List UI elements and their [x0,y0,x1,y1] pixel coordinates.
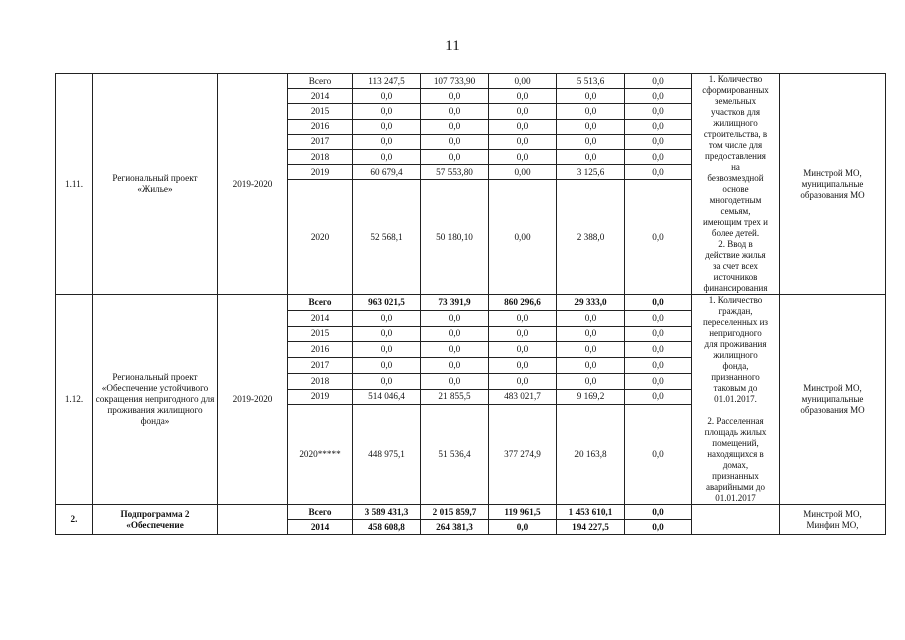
value-cell: 0,0 [625,326,692,342]
section-period: 2019-2020 [218,74,288,295]
text-line: строительства, в [703,129,768,139]
total-cell: 52 568,1 [353,180,421,295]
year-cell: Всего [288,74,353,89]
text-line: 1. Количество [708,295,763,305]
page-number: 11 [445,38,460,54]
text-line [694,405,777,416]
value-cell: 20 163,8 [557,405,625,505]
value-cell: 0,0 [489,150,557,165]
year-cell: 2018 [288,150,353,165]
text-line: признанных [712,471,759,481]
value-cell: 0,0 [489,520,557,535]
indicator-text [692,74,780,295]
table-row [56,74,886,89]
value-cell: 0,0 [489,373,557,389]
year-cell: 2015 [288,326,353,342]
value-cell: 50 180,10 [421,180,489,295]
total-cell: 0,0 [353,119,421,134]
value-cell: 0,0 [421,342,489,358]
text-line: семьям, [720,206,751,216]
value-cell: 0,0 [557,134,625,149]
executor-text [780,505,886,535]
value-cell: 0,0 [557,89,625,104]
text-line: Минстрой МО, [803,508,862,519]
text-line: 2. Расселенная [707,416,764,426]
total-cell: 0,0 [353,134,421,149]
year-cell: Всего [288,295,353,311]
value-cell: 0,0 [421,119,489,134]
section-period: 2019-2020 [218,295,288,505]
value-cell: 0,0 [421,134,489,149]
value-cell: 1 453 610,1 [557,505,625,520]
year-cell: 2017 [288,134,353,149]
value-cell: 21 855,5 [421,389,489,405]
text-line: жилищного [713,350,758,360]
value-cell: 107 733,90 [421,74,489,89]
value-cell: 0,0 [625,342,692,358]
text-line: переселенных из [703,317,768,327]
text-line: Подпрограмма 2 [120,508,190,519]
text-line: 01.01.2017. [714,394,757,404]
value-cell: 0,0 [421,150,489,165]
value-cell: 0,0 [489,358,557,374]
year-cell: 2019 [288,389,353,405]
section-number: 1.12. [56,295,93,505]
section-number: 1.11. [56,74,93,295]
value-cell: 0,0 [625,134,692,149]
text-line: источников [713,272,758,282]
value-cell: 0,0 [421,358,489,374]
value-cell: 0,0 [557,104,625,119]
value-cell: 9 169,2 [557,389,625,405]
value-cell: 0,00 [489,165,557,180]
value-cell: 0,0 [557,326,625,342]
total-cell: 60 679,4 [353,165,421,180]
year-cell: 2020***** [288,405,353,505]
text-line: образования МО [800,189,865,200]
total-cell: 0,0 [353,89,421,104]
year-cell: 2016 [288,342,353,358]
total-cell: 0,0 [353,342,421,358]
total-cell: 0,0 [353,358,421,374]
text-line: «Обеспечение [126,519,184,530]
value-cell: 0,0 [557,358,625,374]
value-cell: 194 227,5 [557,520,625,535]
value-cell: 0,0 [557,119,625,134]
value-cell: 119 961,5 [489,505,557,520]
value-cell: 0,0 [625,373,692,389]
value-cell: 73 391,9 [421,295,489,311]
text-line: более детей. [711,228,760,238]
section-period [218,505,288,535]
total-cell: 448 975,1 [353,405,421,505]
text-line: том числе для [708,140,763,150]
value-cell: 0,0 [489,89,557,104]
year-cell: 2020 [288,180,353,295]
value-cell: 0,0 [557,310,625,326]
value-cell: 0,0 [625,165,692,180]
value-cell: 0,0 [625,358,692,374]
text-line: площадь жилых [704,427,767,437]
text-line: действие жилья [705,250,766,260]
value-cell: 0,0 [625,295,692,311]
text-line: помещений, [712,438,759,448]
year-cell: 2014 [288,520,353,535]
value-cell: 0,0 [489,326,557,342]
table-row [56,505,886,520]
budget-table [55,73,886,535]
year-cell: 2014 [288,310,353,326]
text-line: фонда, [722,361,749,371]
text-line: за счет всех [713,261,758,271]
text-line: находящихся в [707,449,764,459]
value-cell: 51 536,4 [421,405,489,505]
total-cell: 3 589 431,3 [353,505,421,520]
value-cell: 0,0 [625,310,692,326]
value-cell: 0,0 [625,119,692,134]
text-line: финансирования [703,283,768,293]
text-line: таковым до [713,383,758,393]
text-line: безвозмездной [707,173,764,183]
value-cell: 3 125,6 [557,165,625,180]
executor-text [780,74,886,295]
value-cell: 0,0 [489,119,557,134]
value-cell: 0,0 [625,104,692,119]
year-cell: 2017 [288,358,353,374]
total-cell: 0,0 [353,373,421,389]
total-cell: 0,0 [353,326,421,342]
text-line: Минстрой МО, [803,383,862,393]
value-cell: 0,0 [557,373,625,389]
value-cell: 2 015 859,7 [421,505,489,520]
value-cell: 0,0 [489,134,557,149]
year-cell: 2016 [288,119,353,134]
value-cell: 0,0 [489,310,557,326]
executor-text [780,295,886,505]
text-line: предоставления [705,151,766,161]
text-line: 2. Ввод в [718,239,753,249]
section-name: Региональный проект «Жилье» [93,74,218,295]
section-name: Региональный проект «Обеспечение устойчивого сокращения непригодного для проживания жилищного фонда» [93,295,218,505]
value-cell: 0,0 [625,405,692,505]
text-line: Минстрой МО, [803,167,862,178]
text-line: граждан, [718,306,753,316]
table-row [56,295,886,311]
total-cell: 113 247,5 [353,74,421,89]
text-line: многодетным [709,195,762,205]
indicator-text [692,505,780,535]
value-cell: 0,0 [625,150,692,165]
text-line: домах, [722,460,749,470]
value-cell: 0,0 [421,89,489,104]
value-cell: 0,0 [625,520,692,535]
text-line: жилищного [713,118,758,128]
text-line: непригодного [709,328,762,338]
total-cell: 0,0 [353,104,421,119]
value-cell: 377 274,9 [489,405,557,505]
value-cell: 0,0 [489,342,557,358]
value-cell: 0,0 [421,326,489,342]
value-cell: 5 513,6 [557,74,625,89]
total-cell: 0,0 [353,150,421,165]
text-line: земельных [714,96,757,106]
text-line: признанного [711,372,760,382]
value-cell: 0,0 [557,342,625,358]
value-cell: 860 296,6 [489,295,557,311]
value-cell: 0,0 [625,74,692,89]
year-cell: 2018 [288,373,353,389]
value-cell: 0,00 [489,74,557,89]
value-cell: 29 333,0 [557,295,625,311]
text-line: для проживания [704,339,767,349]
value-cell: 483 021,7 [489,389,557,405]
text-line: имеющим трех и [703,217,768,227]
total-cell: 514 046,4 [353,389,421,405]
value-cell: 57 553,80 [421,165,489,180]
year-cell: 2019 [288,165,353,180]
year-cell: 2015 [288,104,353,119]
total-cell: 458 608,8 [353,520,421,535]
text-line: на [731,162,740,172]
value-cell: 0,0 [625,180,692,295]
text-line: муниципальные [801,394,864,404]
value-cell: 2 388,0 [557,180,625,295]
text-line: участков для [710,107,761,117]
text-line: 1. Количество [708,74,763,84]
section-name [93,505,218,535]
value-cell: 0,0 [557,150,625,165]
value-cell: 0,00 [489,180,557,295]
text-line: Минфин МО, [806,519,859,530]
value-cell: 0,0 [625,389,692,405]
value-cell: 0,0 [625,89,692,104]
value-cell: 0,0 [421,373,489,389]
total-cell: 963 021,5 [353,295,421,311]
text-line: аварийными до [706,482,765,492]
text-line: муниципальные [801,178,864,189]
year-cell: 2014 [288,89,353,104]
value-cell: 0,0 [421,310,489,326]
value-cell: 0,0 [489,104,557,119]
value-cell: 0,0 [421,104,489,119]
value-cell: 0,0 [625,505,692,520]
section-number: 2. [56,505,93,535]
indicator-text [692,295,780,505]
value-cell: 264 381,3 [421,520,489,535]
text-line: 01.01.2017 [715,493,756,503]
year-cell: Всего [288,505,353,520]
text-line: основе [722,184,749,194]
text-line: сформированных [702,85,769,95]
text-line: образования МО [800,405,865,415]
total-cell: 0,0 [353,310,421,326]
